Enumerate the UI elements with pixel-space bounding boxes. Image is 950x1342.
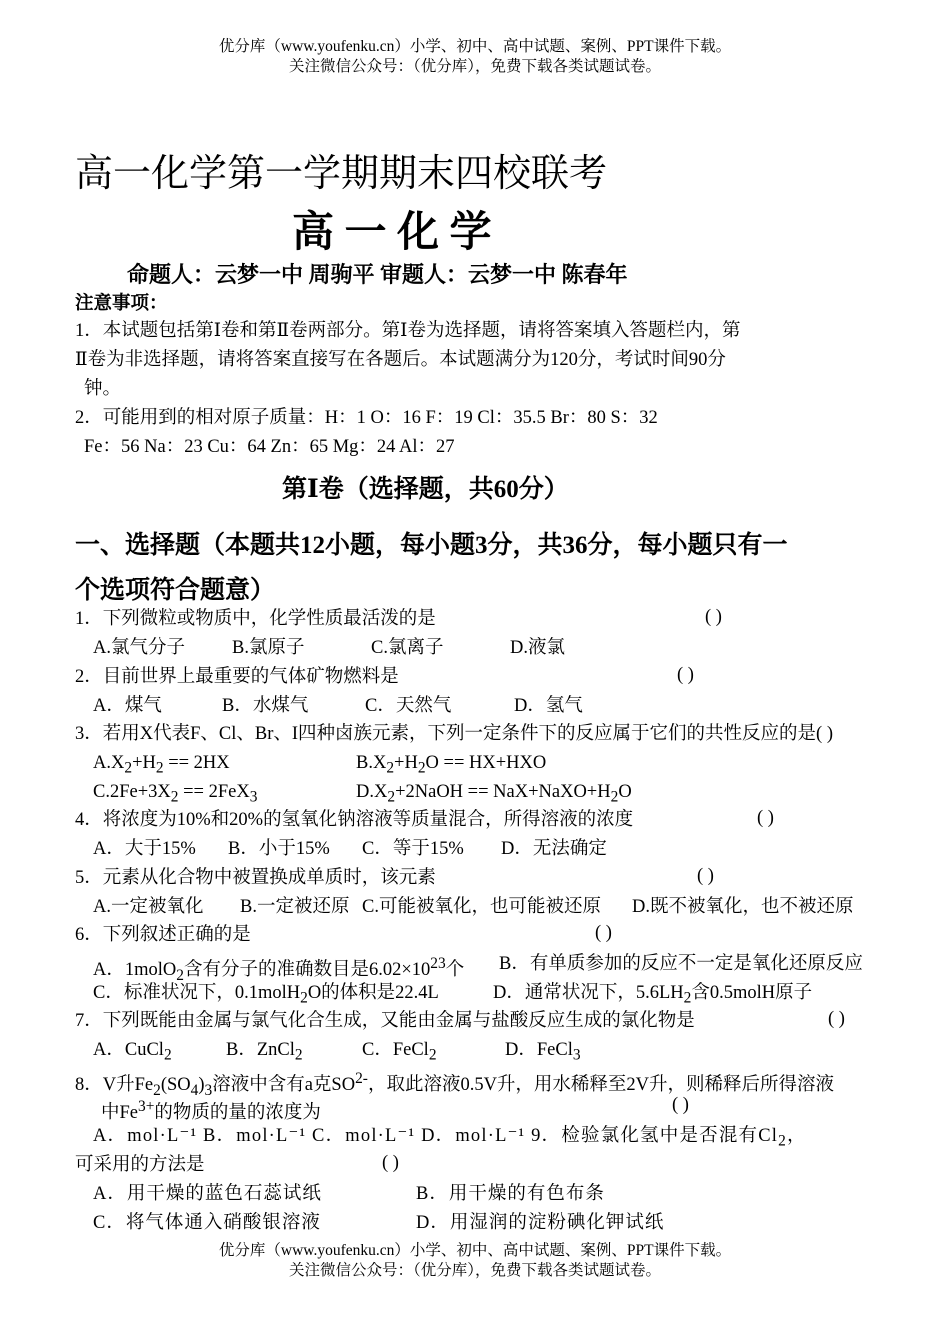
question-6-option-b: B．有单质参加的反应不一定是氧化还原反应 [499,954,863,974]
note-1-line-1: 1．本试题包括第Ⅰ卷和第Ⅱ卷两部分。第Ⅰ卷为选择题，请将答案填入答题栏内，第 [75,321,741,341]
question-9-option-b: B．用干燥的有色布条 [416,1184,605,1204]
exam-title: 高一化学第一学期期末四校联考 [75,153,608,195]
question-1-option-a: A.氯气分子 [93,638,185,658]
subject-title: 高 一 化 学 [292,210,492,256]
footer-line-2: 关注微信公众号：（优分库），免费下载各类试题试卷。 [288,1262,661,1279]
question-2-option-b: B．水煤气 [222,696,309,716]
section-heading-line-1: 一、选择题（本题共12小题，每小题3分，共36分，每小题只有一 [75,532,788,559]
question-7-option-b: B．ZnCl$_2$ [226,1040,303,1064]
question-8-stem-line-2: 中$Fe^{3+}$的物质的量的浓度为 [101,1098,321,1124]
question-7-option-d: D．FeCl$_3$ [505,1040,581,1064]
question-1-option-b: B.氯原子 [232,638,305,658]
note-2-line-1: 2．可能用到的相对原子质量：H：1 O：16 F：19 Cl：35.5 Br：80 S：32 [75,408,658,428]
question-8-answer-blank: ( ) [672,1095,689,1115]
question-4-answer-blank: ( ) [757,808,774,828]
question-7-answer-blank: ( ) [828,1009,845,1029]
question-7-option-c: C．FeCl$_2$ [362,1040,437,1064]
question-4-option-a: A．大于15% [93,839,196,859]
question-3-option-a: $A.X_2+H_2 == 2HX$ [93,753,230,777]
question-3-option-c: $C.2Fe+3X_2 == 2FeX_3$ [93,782,258,806]
question-7-stem: 7．下列既能由金属与氯气化合生成，又能由金属与盐酸反应生成的氯化物是 [75,1011,695,1031]
authors-line: 命题人：云梦一中 周驹平 审题人：云梦一中 陈春年 [127,262,628,287]
question-4-option-b: B．小于15% [228,839,330,859]
question-9-option-d: D．用湿润的淀粉碘化钾试纸 [416,1213,665,1233]
question-5-answer-blank: ( ) [697,866,714,886]
question-3-option-b: $B.X_2+H_2O == HX+HXO$ [356,753,547,777]
question-9-stem: 可采用的方法是 [75,1155,205,1175]
question-2-option-a: A．煤气 [93,696,162,716]
question-6-option-c: C．标准状况下，0.1molH$_2$O的体积是22.4L [93,983,439,1007]
question-9-option-c: C．将气体通入硝酸银溶液 [93,1213,321,1233]
question-5-option-b: B.一定被还原 [240,897,350,917]
question-5-option-d: D.既不被氧化，也不被还原 [632,897,854,917]
question-3-option-d: $D.X_2+2NaOH$ == $NaX+NaXO+H_2O$ [356,782,632,806]
question-6-option-a: A．1molO$_2$含有分子的准确数目是$6.02\times 10^{23}$个 [93,955,465,984]
question-7-option-a: A．CuCl$_2$ [93,1040,172,1064]
question-4-option-c: C．等于15% [362,839,464,859]
note-2-line-2: Fe：56 Na：23 Cu：64 Zn：65 Mg：24 Al：27 [84,437,455,457]
question-1-option-c: C.氯离子 [371,638,444,658]
header-line-1: 优分库（www.youfenku.cn）小学、初中、高中试题、案例、PPT课件下载。 [218,38,732,55]
section-heading-line-2: 个选项符合题意） [75,577,276,604]
question-5-option-a: A.一定被氧化 [93,897,204,917]
question-6-option-d: D．通常状况下，$5.6LH_2$含0.5molH原子 [493,983,813,1007]
question-3-stem: 3．若用X代表F、Cl、Br、I四种卤族元素，下列一定条件下的反应属于它们的共性反应的是( ) [75,724,833,744]
part1-heading: 第Ⅰ卷（选择题，共60分） [282,476,569,503]
question-1-stem: 1．下列微粒或物质中，化学性质最活泼的是 [75,609,436,629]
question-1-option-d: D.液氯 [510,638,565,658]
question-8-stem: 8．V升$Fe_2(SO_4)_3$溶液中含有a克$SO^{2-}$，取此溶液0.5V升，用水稀释至2V升，则稀释后所得溶液 [75,1070,835,1099]
question-4-stem: 4．将浓度为10%和20%的氢氧化钠溶液等质量混合，所得溶液的浓度 [75,810,634,830]
question-5-stem: 5．元素从化合物中被置换成单质时，该元素 [75,868,436,888]
question-8-options: A．mol·L⁻¹ B．mol·L⁻¹ C．mol·L⁻¹ D．mol·L⁻¹ 9．检验氯化氢中是否混有$Cl_2$， [93,1126,807,1150]
question-2-option-d: D．氢气 [514,696,583,716]
question-5-option-c: C.可能被氧化，也可能被还原 [362,897,601,917]
note-1-line-2: Ⅱ卷为非选择题，请将答案直接写在各题后。本试题满分为120分，考试时间90分 [75,350,726,370]
question-4-option-d: D．无法确定 [501,839,607,859]
question-9-answer-blank: ( ) [382,1153,399,1173]
question-6-stem: 6．下列叙述正确的是 [75,925,251,945]
question-1-answer-blank: ( ) [705,607,722,627]
notes-heading: 注意事项： [75,294,168,314]
footer-line-1: 优分库（www.youfenku.cn）小学、初中、高中试题、案例、PPT课件下载。 [218,1242,732,1259]
question-6-answer-blank: ( ) [595,923,612,943]
question-9-option-a: A．用干燥的蓝色石蕊试纸 [93,1184,322,1204]
question-2-stem: 2．目前世界上最重要的气体矿物燃料是 [75,667,399,687]
header-line-2: 关注微信公众号：（优分库），免费下载各类试题试卷。 [288,58,661,75]
question-2-option-c: C．天然气 [365,696,452,716]
note-1-line-3: 钟。 [84,379,122,399]
question-2-answer-blank: ( ) [677,665,694,685]
